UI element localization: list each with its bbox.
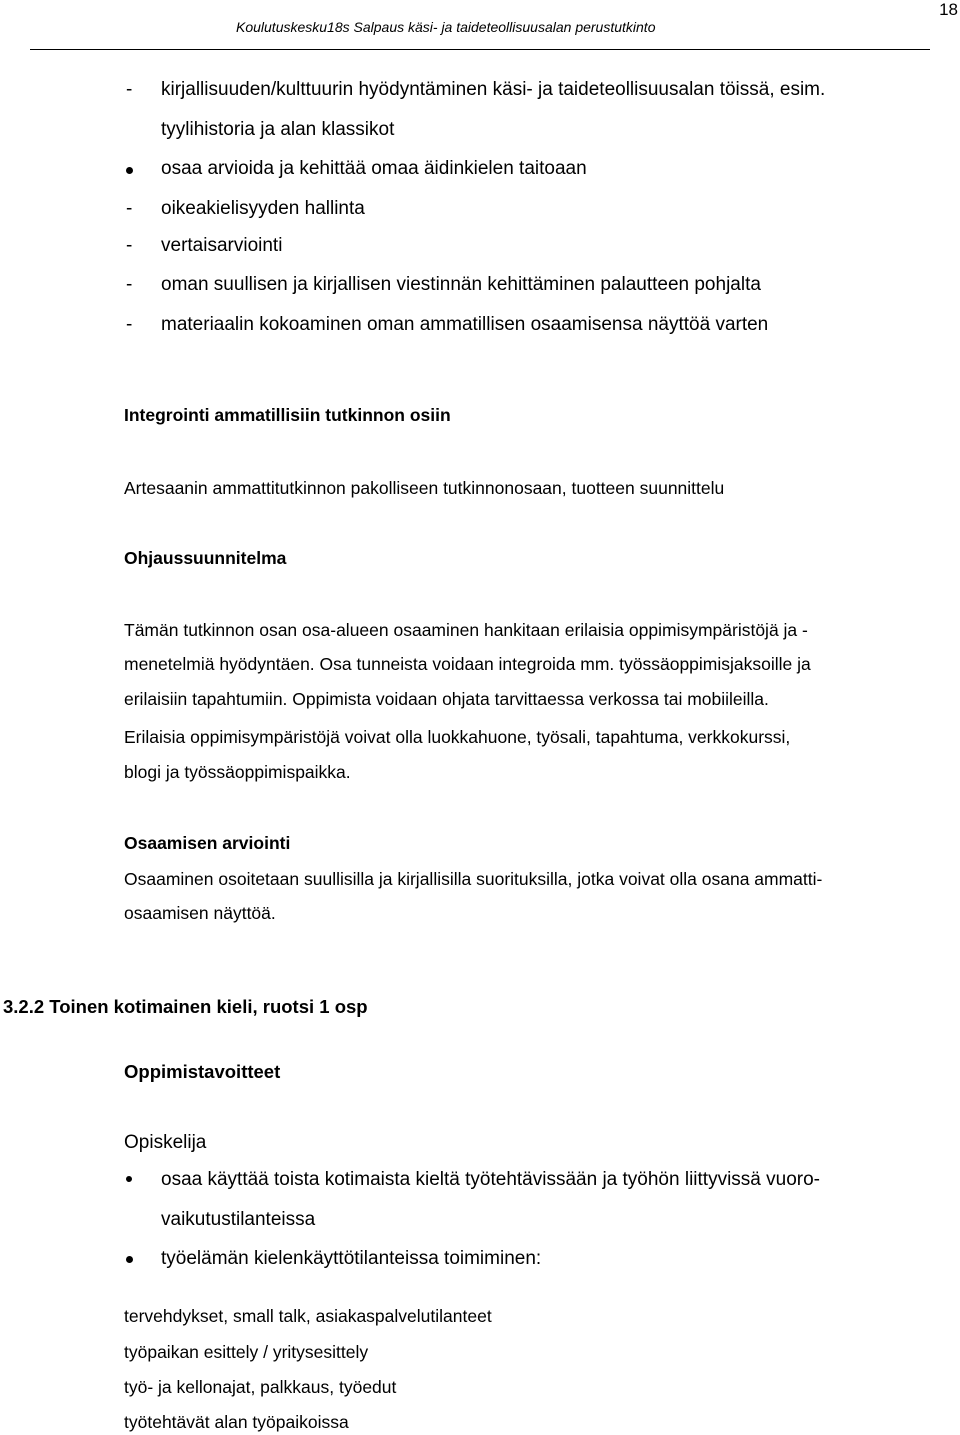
- list-item: oman suullisen ja kirjallisen viestinnän kehittäminen palautteen pohjalta: [161, 274, 761, 295]
- topic-line: työpaikan esittely / yritysesittely: [124, 1342, 369, 1362]
- running-header: Koulutuskesku18s Salpaus käsi- ja taideteollisuusalan perustutkinto: [236, 19, 656, 35]
- guidance-line: Erilaisia oppimisympäristöjä voivat olla luokkahuone, työsali, tapahtuma, verkkokurssi,: [124, 727, 791, 747]
- list-item: tyylihistoria ja alan klassikot: [161, 119, 395, 140]
- list-item: materiaalin kokoaminen oman ammatillisen osaamisensa näyttöä varten: [161, 314, 769, 335]
- dash-marker: -: [126, 198, 133, 219]
- dash-marker: -: [126, 79, 133, 100]
- assessment-heading: Osaamisen arviointi: [124, 833, 291, 853]
- dash-marker: -: [126, 314, 133, 335]
- integration-heading: Integrointi ammatillisiin tutkinnon osiin: [124, 405, 451, 425]
- assessment-line: osaamisen näyttöä.: [124, 903, 276, 923]
- list-item: oikeakielisyyden hallinta: [161, 198, 365, 219]
- objective-item: osaa käyttää toista kotimaista kieltä työtehtävissään ja työhön liittyvissä vuoro-: [161, 1169, 820, 1190]
- objective-item: vaikutustilanteissa: [161, 1209, 316, 1230]
- objectives-heading: Oppimistavoitteet: [124, 1061, 281, 1082]
- page-number: 18: [939, 0, 958, 19]
- list-item: osaa arvioida ja kehittää omaa äidinkielen taitoaan: [161, 158, 587, 179]
- topic-line: työtehtävät alan työpaikoissa: [124, 1412, 349, 1432]
- dash-marker: -: [126, 235, 133, 256]
- guidance-line: erilaisiin tapahtumiin. Oppimista voidaan ohjata tarvittaessa verkossa tai mobiileilla.: [124, 689, 769, 709]
- guidance-line: Tämän tutkinnon osan osa-alueen osaaminen hankitaan erilaisia oppimisympäristöjä ja -: [124, 620, 808, 640]
- objective-item: työelämän kielenkäyttötilanteissa toimiminen:: [161, 1248, 542, 1269]
- guidance-heading: Ohjaussuunnitelma: [124, 548, 287, 568]
- guidance-line: menetelmiä hyödyntäen. Osa tunneista voidaan integroida mm. työssäoppimisjaksoille ja: [124, 654, 811, 674]
- bullet-icon: [126, 1256, 133, 1263]
- bullet-icon: [126, 167, 133, 174]
- bullet-icon: [126, 1176, 132, 1182]
- guidance-line: blogi ja työssäoppimispaikka.: [124, 762, 351, 782]
- integration-text: Artesaanin ammattitutkinnon pakolliseen tutkinnonosaan, tuotteen suunnittelu: [124, 478, 725, 498]
- assessment-line: Osaaminen osoitetaan suullisilla ja kirjallisilla suorituksilla, jotka voivat olla osana ammatti-: [124, 869, 823, 889]
- topic-line: tervehdykset, small talk, asiakaspalvelutilanteet: [124, 1306, 492, 1326]
- topic-line: työ- ja kellonajat, palkkaus, työedut: [124, 1377, 397, 1397]
- dash-marker: -: [126, 274, 133, 295]
- header-rule: [30, 49, 930, 50]
- list-item: vertaisarviointi: [161, 235, 283, 256]
- section-heading: 3.2.2 Toinen kotimainen kieli, ruotsi 1 osp: [3, 996, 368, 1017]
- list-item: kirjallisuuden/kulttuurin hyödyntäminen käsi- ja taideteollisuusalan töissä, esim.: [161, 79, 826, 100]
- student-label: Opiskelija: [124, 1132, 207, 1153]
